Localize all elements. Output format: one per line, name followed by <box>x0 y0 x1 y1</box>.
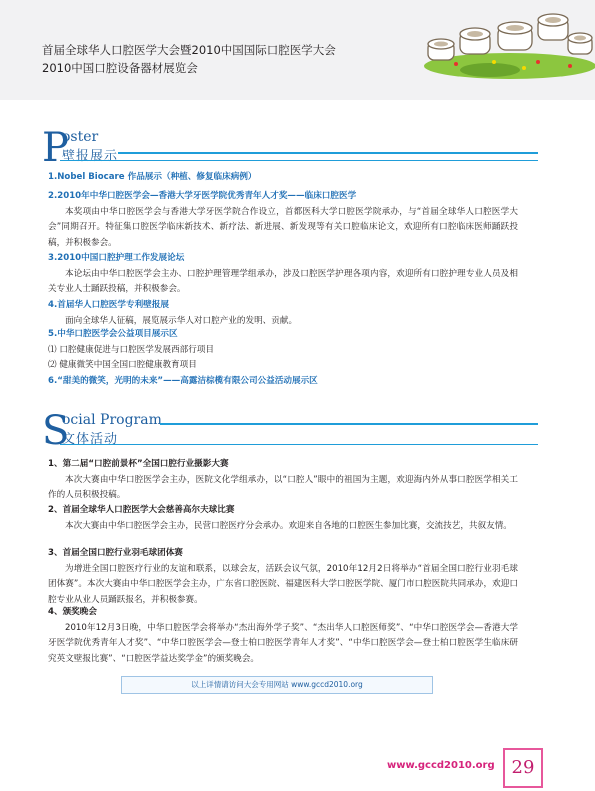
social-item-body: 2010年12月3日晚，中华口腔医学会将举办“杰出海外学子奖”、“杰出华人口腔医师奖”、“中华口腔医学会—香港大学牙医学院优秀青年人才奖”、“中华口腔医学会—登士柏口腔医学青年人才奖”、“中华口腔医学会—登士柏口腔医学生临床研究英文壁报比赛”、“口腔医学益达奖学金”的颁奖晚会。 <box>48 622 518 664</box>
social-item-heading: 2、首届全球华人口腔医学大会慈善高尔夫球比赛 <box>48 505 235 515</box>
poster-item-line: ⑴ 口腔健康促进与口腔医学发展西部行项目 <box>48 344 215 355</box>
social-chinese-title: 文体活动 <box>62 432 119 447</box>
page-number-box <box>503 748 543 788</box>
poster-item-line: ⑵ 健康微笑中国全国口腔健康教育项目 <box>48 360 197 370</box>
social-english-title: ocial Program <box>62 412 162 428</box>
poster-item-body: 本奖项由中华口腔医学会与香港大学牙医学院合作设立，首都医科大学口腔医学院承办，与“首届全球华人口腔医学大会”同期召开。特征集口腔医学临床新技术、新疗法、新进展、新发现等有关口腔临床论文，欢迎所有口腔临床医师踊跃投稿，并积极参会。 <box>48 206 518 248</box>
social-item-4 <box>48 605 518 667</box>
social-heading-rule-thin <box>60 444 538 445</box>
social-item-body: 为增进全国口腔医疗行业的友谊和联系，以球会友，活跃会议气氛，2010年12月2日将举办“首届全国口腔行业羽毛球团体赛”。本次大赛由中华口腔医学会主办，广东省口腔医院、福建医科大学口腔医学院、厦门市口腔医院共同承办，欢迎口腔专业从业人员踊跃报名，并积极参赛。 <box>48 563 518 605</box>
poster-item-heading: 3.2010中国口腔护理工作发展论坛 <box>48 253 185 263</box>
dental-illustration <box>420 0 595 82</box>
poster-heading-rule <box>118 152 538 154</box>
poster-initial-letter: P <box>42 125 69 171</box>
poster-item-body: 面向全球华人征稿，展览展示华人对口腔产业的发明、贡献。 <box>65 315 298 326</box>
poster-item-heading: 2.2010年中华口腔医学会—香港大学牙医学院优秀青年人才奖——临床口腔医学 <box>48 191 357 201</box>
poster-item-body: 本论坛由中华口腔医学会主办、口腔护理管理学组承办，涉及口腔医学护理各项内容，欢迎所有口腔护理专业人员及相关专业人士踊跃投稿，并积极参会。 <box>48 268 518 294</box>
poster-item-3 <box>48 251 518 298</box>
poster-item-1 <box>48 170 518 186</box>
social-item-heading: 3、首届全国口腔行业羽毛球团体赛 <box>48 548 183 558</box>
page-number: 29 <box>511 757 535 778</box>
social-item-heading: 1、第二届“口腔前景杯”全国口腔行业摄影大赛 <box>48 459 229 469</box>
poster-item-2 <box>48 189 518 251</box>
social-item-1 <box>48 457 518 504</box>
social-heading-rule <box>160 423 538 425</box>
poster-item-heading: 1.Nobel Biocare 作品展示（种植、修复临床病例） <box>48 172 257 182</box>
social-item-heading: 4、颁奖晚会 <box>48 607 97 617</box>
poster-chinese-title: 壁报展示 <box>62 149 119 164</box>
website-info-box: 以上详情请访问大会专用网站 www.gccd2010.org <box>121 676 433 694</box>
poster-item-heading: 6.“甜美的微笑，光明的未来”——高露洁棕榄有限公司公益活动展示区 <box>48 376 318 386</box>
footer-website-url[interactable]: www.gccd2010.org <box>387 760 495 771</box>
conference-title <box>42 41 336 77</box>
poster-heading-rule-thin <box>60 160 538 161</box>
social-item-body: 本次大赛由中华口腔医学会主办，医院文化学组承办，以“口腔人”眼中的祖国为主题，欢迎海内外从事口腔医学相关工作的人员积极投稿。 <box>48 474 518 500</box>
conference-title-line-2: 2010中国口腔设备器材展览会 <box>42 61 198 75</box>
poster-item-heading: 5.中华口腔医学会公益项目展示区 <box>48 329 178 339</box>
social-initial-letter: S <box>42 408 70 454</box>
poster-item-heading: 4.首届华人口腔医学专利壁报展 <box>48 300 169 310</box>
social-item-3 <box>48 546 518 608</box>
social-item-2 <box>48 503 518 534</box>
conference-title-line-1: 首届全球华人口腔医学大会暨2010中国国际口腔医学大会 <box>42 43 336 57</box>
poster-item-5 <box>48 327 518 374</box>
poster-item-6 <box>48 374 518 390</box>
social-item-body: 本次大赛由中华口腔医学会主办，民营口腔医疗分会承办。欢迎来自各地的口腔医生参加比赛，交流技艺，共叙友情。 <box>65 520 512 531</box>
poster-english-title: oster <box>62 129 99 145</box>
poster-item-4 <box>48 298 518 329</box>
